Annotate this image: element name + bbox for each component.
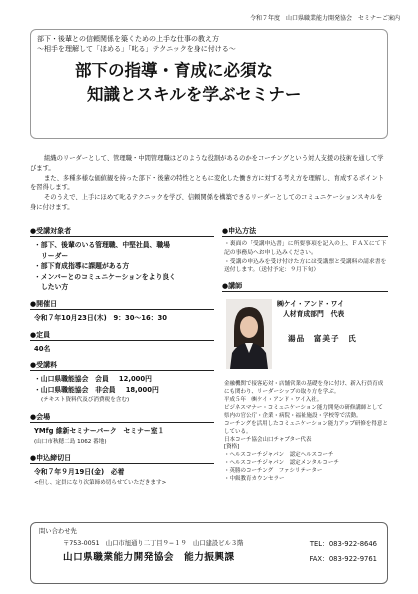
venue-section: [30, 412, 214, 447]
fee-section: [30, 360, 214, 406]
bio-line-8: ・ヘルスコーチジャパン 認定メンタルコーチ: [224, 460, 339, 467]
bio-line-3: ビジネスマナー・コミュニケーション能力開発の研修講師として県内の官公庁・企業・病院・福祉施設・学校等で活動。: [224, 404, 383, 419]
contact-organization: 山口県職業能力開発協会 能力振興課: [63, 552, 235, 563]
fee-member-price: 12,000: [118, 375, 146, 384]
fee-member-unit: 円: [145, 375, 152, 384]
fee-nonmember-label: ・山口県職能協会 非会員: [34, 385, 116, 394]
date-value: 令和７年10月23日(木) 9：30～16：30: [34, 313, 168, 322]
lecturer-photo: [226, 299, 272, 369]
main-title-line-2: 知識とスキルを学ぶセミナー: [87, 85, 302, 104]
fee-nonmember-price: 18,000: [125, 385, 152, 394]
fee-member-label: ・山口県職能協会 会員: [34, 375, 109, 384]
intro-paragraph-2: また、多種多様な価値観を持った部下・後輩の特性とともに変化した働き方に対する考え方を理解し、育成するポイントを習得します。: [30, 174, 385, 192]
contact-tel: TEL：083-922-8646: [309, 540, 377, 548]
target-item-2: ・部下育成指導に課題がある方: [34, 262, 130, 271]
bio-line-2: 平成５年 ㈱ケイ・アンド・ワイ入社。: [224, 397, 323, 403]
target-heading: ●受講対象者: [30, 226, 214, 237]
lecturer-company: ㈱ケイ・アンド・ワイ: [277, 300, 345, 309]
fee-heading: ●受講料: [30, 360, 214, 371]
target-item-3: ・メンバーとのコミュニケーションをより良く: [34, 272, 176, 281]
lecturer-heading: ●講師: [222, 281, 388, 292]
title-box: [30, 29, 388, 139]
right-column: [222, 226, 388, 490]
fee-row-member: [34, 374, 214, 385]
target-section: [30, 226, 214, 293]
bio-line-6: [資格]: [224, 444, 240, 451]
contact-fax: FAX：083-922-9761: [309, 555, 377, 563]
fee-row-nonmember: [34, 385, 214, 396]
application-section: [222, 226, 388, 275]
subtitle-1: 部下・後輩との信頼関係を築くための上手な仕事の教え方: [37, 35, 219, 43]
application-text-1: ・裏面の「受講申込書」に所要事項を記入の上、ＦＡＸにて下記の事務局へお申し込みください。: [224, 241, 387, 256]
target-item-1-cont: リーダー: [41, 251, 69, 260]
main-title-line-1: 部下の指導・育成に必須な: [75, 61, 273, 80]
application-text-2: ・受講の申込みを受け付けた方には受講票と受講料の請求書を送付します。（送付予定：９月下旬）: [224, 258, 387, 274]
deadline-section: [30, 453, 214, 488]
target-item-3-cont: したい方: [41, 283, 69, 292]
deadline-heading: ●申込締切日: [30, 453, 214, 464]
bio-line-7: ・ヘルスコーチジャパン 認定ヘルスコーチ: [224, 452, 334, 459]
fee-note: (テキスト資料代及び消費税を含む): [41, 397, 130, 404]
left-column: [30, 226, 214, 494]
lecturer-department: 人材育成部門 代表: [283, 310, 345, 319]
lecturer-card: [222, 295, 388, 381]
intro-paragraph-1: 組織のリーダーとして、管理職・中間管理職はどのような役割があるのかをコーチングという対人支援の技術を通して学びます。: [30, 155, 384, 172]
fee-nonmember-unit: 円: [151, 385, 159, 394]
venue-address: (山口市秋穂二島 1062 番地): [34, 438, 107, 445]
document-header: 令和７年度 山口県職業能力開発協会 セミナーご案内: [249, 15, 400, 22]
capacity-value: 40名: [34, 344, 51, 353]
date-heading: ●開催日: [30, 299, 214, 310]
deadline-value: 令和７年９月19日(金) 必着: [34, 468, 125, 477]
lecturer-section: [222, 281, 388, 484]
bio-line-1: 金融機関で接客応対・店舗営業の基礎を身に付け、新入行員育成にも関わり、リーダーシップの取り方を学ぶ。: [224, 381, 384, 396]
capacity-heading: ●定員: [30, 330, 214, 341]
deadline-note: <但し、定員になり次第締め切らせていただきます>: [34, 479, 167, 486]
date-section: [30, 299, 214, 324]
venue-name: YMfg 維新セミナーパーク セミナー室１: [34, 426, 165, 435]
application-heading: ●申込方法: [222, 226, 388, 237]
bio-line-10: ・中級教育カウンセラー: [224, 476, 285, 483]
contact-label: 問い合わせ先: [39, 528, 77, 535]
bio-line-9: ・英勝のコーチング ファシリテーター: [224, 468, 323, 475]
lecturer-name: 湯品 富美子 氏: [288, 334, 357, 344]
venue-heading: ●会場: [30, 412, 214, 423]
capacity-section: [30, 330, 214, 355]
lecturer-bio: [222, 381, 388, 484]
bio-line-4: コーチングを活用したコミュニケーション能力アップ研修を得意としている。: [224, 420, 388, 435]
target-item-1: ・部下、後輩のいる管理職、中堅社員、職場: [34, 241, 170, 249]
intro-paragraph-3: そのうえで、上手にほめて叱るテクニックを学び、信頼関係を構築できるリーダーとしてのコミュニケーションスキルを身に付けます。: [30, 194, 383, 211]
intro-text: [30, 154, 386, 213]
contact-address: 〒753-0051 山口市旭通り二丁目９−１９ 山口建設ビル３階: [63, 540, 244, 547]
bio-line-5: 日本コーチ協会山口チャプター代表: [224, 436, 312, 443]
contact-box: [30, 522, 388, 584]
subtitle-2: ～相手を理解して「ほめる」「叱る」テクニックを身に付ける～: [37, 45, 236, 53]
